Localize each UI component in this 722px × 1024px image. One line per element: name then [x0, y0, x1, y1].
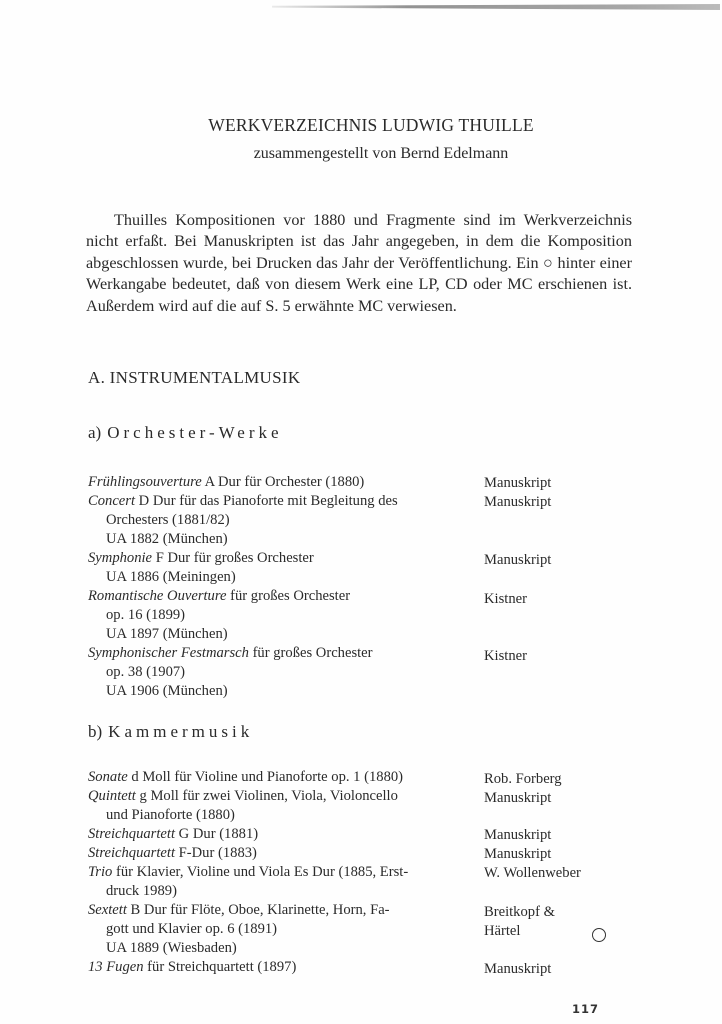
work-title: Concert [88, 493, 136, 509]
publisher: W. Wollenweber [484, 865, 581, 881]
page-title: WERKVERZEICHNIS LUDWIG THUILLE [208, 115, 534, 135]
work-line [88, 845, 257, 862]
subsection-label: a) [88, 423, 102, 442]
work-details: D Dur für das Pianoforte mit Begleitung des [135, 493, 398, 509]
subsection-heading-orchester [88, 423, 283, 443]
page-number: 117 [572, 1002, 600, 1016]
work-line [106, 883, 177, 900]
work-details: UA 1897 (München) [106, 626, 228, 642]
work-title: 13 Fugen [88, 959, 144, 975]
work-line [106, 626, 228, 643]
work-details: Orchesters (1881/82) [106, 512, 230, 528]
work-details: druck 1989) [106, 883, 177, 899]
work-details: für großes Orchester [248, 645, 373, 661]
publisher: Manuskript [484, 790, 552, 806]
work-line [88, 550, 314, 567]
publisher: Manuskript [484, 475, 552, 491]
intro-paragraph: Thuilles Kompositionen vor 1880 und Fragmente sind im Werkverzeichnis nicht erfaßt. Bei Manuskripten ist das Jahr angegeben, in dem die Komposition abgeschlossen wurde, bei Drucken das Jahr der Veröffentlichung. Ein ○ hinter einer Werkangabe bedeutet, daß von diesem Werk eine LP, CD oder MC erschienen ist. Außerdem wird auf die auf S. 5 erwähnte MC verwiesen. [86, 211, 632, 315]
publisher: Rob. Forberg [484, 771, 562, 787]
work-details: d Moll für Violine und Pianoforte op. 1 (1880) [127, 769, 404, 785]
work-details: F Dur für großes Orchester [152, 550, 314, 566]
work-details: UA 1889 (Wiesbaden) [106, 940, 237, 956]
work-line [88, 788, 398, 805]
work-title: Frühlingsouverture [88, 474, 202, 490]
publisher: Manuskript [484, 552, 552, 568]
work-line [88, 769, 403, 786]
work-details: UA 1886 (Meiningen) [106, 569, 236, 585]
recording-circle-icon [592, 928, 606, 942]
work-line [106, 531, 228, 548]
work-line [106, 683, 228, 700]
work-title: Symphonie [88, 550, 153, 566]
publisher: Manuskript [484, 961, 552, 977]
work-line [88, 474, 364, 491]
publisher: Härtel [484, 923, 521, 939]
work-details: G Dur (1881) [175, 826, 259, 842]
publisher: Manuskript [484, 494, 552, 510]
work-line [106, 940, 237, 957]
work-details: UA 1882 (München) [106, 531, 228, 547]
work-line [88, 493, 398, 510]
page-subtitle: zusammengestellt von Bernd Edelmann [253, 145, 509, 162]
work-line [106, 664, 185, 681]
work-details: UA 1906 (München) [106, 683, 228, 699]
publisher: Manuskript [484, 827, 552, 843]
work-details: op. 16 (1899) [106, 607, 186, 623]
work-title: Sextett [88, 902, 127, 918]
work-details: für großes Orchester [226, 588, 351, 604]
work-details: für Klavier, Violine und Viola Es Dur (1885, Erst- [112, 864, 409, 880]
work-line [88, 588, 350, 605]
work-line [88, 864, 408, 881]
work-details: F-Dur (1883) [175, 845, 257, 861]
section-heading-instrumentalmusik: A. INSTRUMENTALMUSIK [88, 368, 301, 387]
work-details: und Pianoforte (1880) [106, 807, 235, 823]
scan-shadow [272, 4, 720, 10]
work-title: Symphonischer Festmarsch [88, 645, 249, 661]
work-details: gott und Klavier op. 6 (1891) [106, 921, 278, 937]
publisher: Breitkopf & [484, 904, 555, 920]
subsection-heading-kammermusik [88, 722, 253, 742]
work-line [88, 902, 390, 919]
work-line [106, 807, 235, 824]
subsection-title: Orchester-Werke [107, 423, 283, 442]
publisher: Kistner [484, 648, 527, 664]
work-line [106, 607, 185, 624]
work-details: für Streichquartett (1897) [143, 959, 297, 975]
work-details: B Dur für Flöte, Oboe, Klarinette, Horn, Fa- [126, 902, 390, 918]
work-line [88, 645, 373, 662]
work-details: A Dur für Orchester (1880) [201, 474, 365, 490]
work-title: Romantische Ouverture [88, 588, 227, 604]
work-title: Sonate [88, 769, 128, 785]
work-title: Trio [88, 864, 113, 880]
work-title: Quintett [88, 788, 136, 804]
work-details: op. 38 (1907) [106, 664, 186, 680]
work-line [106, 921, 277, 938]
work-title: Streichquartett [88, 845, 176, 861]
subsection-label: b) [88, 722, 103, 741]
work-title: Streichquartett [88, 826, 176, 842]
subsection-title: Kammermusik [108, 722, 254, 741]
work-line [106, 569, 236, 586]
work-line [106, 512, 230, 529]
publisher: Manuskript [484, 846, 552, 862]
work-details: g Moll für zwei Violinen, Viola, Violoncello [135, 788, 398, 804]
work-line [88, 959, 296, 976]
publisher: Kistner [484, 591, 527, 607]
work-line [88, 826, 258, 843]
